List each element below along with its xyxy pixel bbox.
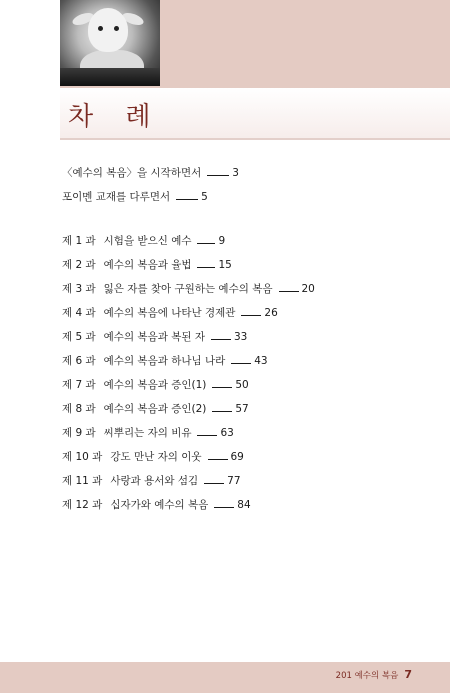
lesson-number: 제 8 과 — [62, 403, 96, 415]
toc-entry-label: 포이멘 교재를 다루면서 — [62, 191, 171, 203]
lesson-number: 제 12 과 — [62, 499, 103, 511]
lesson-title: 십자가와 예수의 복음 — [110, 499, 209, 511]
grass — [60, 68, 160, 86]
toc-entry-lesson[interactable] — [62, 450, 244, 464]
toc-entry-label: 〈예수의 복음〉을 시작하면서 — [62, 167, 202, 179]
toc-page-number: 69 — [230, 451, 244, 463]
lesson-title: 예수의 복음에 나타난 경제관 — [103, 307, 236, 319]
toc-entry-lesson[interactable] — [62, 426, 234, 440]
leader-line — [279, 282, 299, 292]
leader-line — [207, 166, 229, 176]
toc-entry-lesson[interactable] — [62, 402, 249, 416]
leader-line — [197, 258, 215, 268]
toc-page-number: 43 — [254, 355, 268, 367]
leader-line — [197, 426, 217, 436]
lesson-number: 제 3 과 — [62, 283, 96, 295]
toc-entry-lesson[interactable] — [62, 258, 232, 272]
page-title: 차 례 — [68, 102, 163, 132]
lesson-title: 예수의 복음과 율법 — [103, 259, 192, 271]
toc-entry-lesson[interactable] — [62, 330, 247, 344]
toc-entry-lesson[interactable] — [62, 474, 241, 488]
lesson-number: 제 4 과 — [62, 307, 96, 319]
leader-line — [208, 450, 228, 460]
toc-entry-intro[interactable] — [62, 190, 208, 204]
toc-page-number: 20 — [301, 283, 315, 295]
lesson-number: 제 9 과 — [62, 427, 96, 439]
lamb-eye-left — [98, 26, 103, 31]
toc-page-number: 77 — [227, 475, 241, 487]
lesson-title: 씨뿌리는 자의 비유 — [103, 427, 192, 439]
toc-entry-lesson[interactable] — [62, 234, 225, 248]
toc-page-number: 84 — [237, 499, 251, 511]
leader-line — [176, 190, 198, 200]
lesson-number: 제 11 과 — [62, 475, 103, 487]
toc-page-number: 15 — [218, 259, 232, 271]
toc-page-number: 9 — [218, 235, 226, 247]
toc-page-number: 26 — [264, 307, 278, 319]
lesson-title: 잃은 자를 찾아 구원하는 예수의 복음 — [103, 283, 273, 295]
leader-line — [212, 402, 232, 412]
leader-line — [204, 474, 224, 484]
lesson-title: 예수의 복음과 하나님 나라 — [103, 355, 226, 367]
lesson-number: 제 7 과 — [62, 379, 96, 391]
toc-entry-lesson[interactable] — [62, 498, 251, 512]
lesson-title: 사랑과 용서와 섬김 — [110, 475, 199, 487]
toc-entry-lesson[interactable] — [62, 306, 278, 320]
page-footer — [336, 668, 412, 681]
toc-entry-lesson[interactable] — [62, 282, 315, 296]
toc-entry-lesson[interactable] — [62, 354, 268, 368]
leader-line — [214, 498, 234, 508]
lamb-eye-right — [114, 26, 119, 31]
lesson-title: 예수의 복음과 증인(2) — [103, 403, 207, 415]
toc-page-number: 3 — [232, 167, 239, 179]
lesson-title: 예수의 복음과 복된 자 — [103, 331, 205, 343]
lesson-title: 강도 만난 자의 이웃 — [110, 451, 202, 463]
page-number: 7 — [404, 668, 412, 681]
title-divider — [60, 138, 450, 140]
toc-page-number: 50 — [235, 379, 249, 391]
toc-entry-lesson[interactable] — [62, 378, 249, 392]
leader-line — [211, 330, 231, 340]
leader-line — [241, 306, 261, 316]
toc-page-number: 5 — [201, 191, 208, 203]
toc-page-number: 33 — [233, 331, 248, 343]
lesson-title: 예수의 복음과 증인(1) — [103, 379, 207, 391]
lesson-number: 제 1 과 — [62, 235, 96, 247]
toc-page-number: 57 — [235, 403, 249, 415]
lamb-photo — [60, 0, 160, 86]
lesson-title: 시험을 받으신 예수 — [103, 235, 192, 247]
toc-page-number: 63 — [220, 427, 234, 439]
leader-line — [212, 378, 232, 388]
lesson-number: 제 5 과 — [62, 331, 96, 343]
lesson-number: 제 6 과 — [62, 355, 96, 367]
lesson-number: 제 2 과 — [62, 259, 96, 271]
leader-line — [197, 234, 215, 244]
lamb-head — [88, 8, 128, 52]
book-title: 201 예수의 복음 — [335, 671, 399, 681]
leader-line — [231, 354, 251, 364]
lesson-number: 제 10 과 — [62, 451, 103, 463]
toc-entry-intro[interactable] — [62, 166, 239, 180]
